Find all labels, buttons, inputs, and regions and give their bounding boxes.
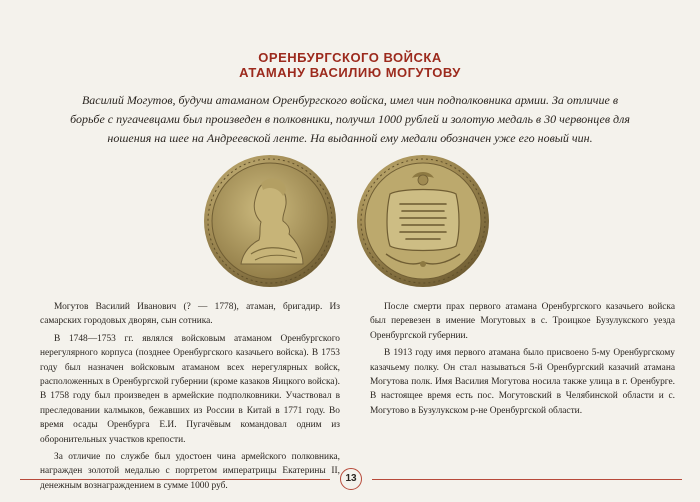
empress-portrait-medal-icon	[203, 154, 337, 288]
right-paragraph-2: В 1913 году имя первого атамана было присвоено 5-му Оренбургскому казачьему полку. Он стал называться 5-й Оренбургский казачий атамана Могутова полк. Имя Василия Могутова носила также улица в г. Оренбурге. В настоящее время есть пос. Могутовский в Челябинской области и с. Могутово в Бузулукском р-не Оренбургской области.	[370, 348, 675, 416]
page-number: 13	[340, 468, 362, 490]
intro-paragraph: Василий Могутов, будучи атаманом Оренбургского войска, имел чин подполковника армии. За отличие в борьбе с пугачевцами был произведен в полковники, получил 1000 рублей и золотую медаль в 30 червонцев для ношения на шее на Андреевской ленте. На выданной ему медали обозначен уже его новый чин.	[70, 93, 630, 145]
title-line-1: ОРЕНБУРГСКОГО ВОЙСКА	[258, 50, 442, 65]
right-paragraph-1: После смерти прах первого атамана Оренбургского казачьего войска был перевезен в имение Могутовых в с. Троицкое Бузулукского уезда Оренбургской губернии.	[370, 302, 675, 341]
title-line-2: АТАМАНУ ВАСИЛИЮ МОГУТОВУ	[239, 65, 461, 80]
right-text-column	[370, 298, 675, 421]
inscription-cartouche-medal-icon	[356, 154, 490, 288]
footer-rule-right	[372, 479, 682, 480]
left-paragraph-1: Могутов Василий Иванович (? — 1778), атаман, бригадир. Из самарских городовых дворян, сын сотника.	[40, 302, 340, 327]
page-title	[0, 50, 700, 80]
left-text-column	[40, 298, 340, 496]
left-paragraph-2: В 1748—1753 гг. являлся войсковым атаманом Оренбургского нерегулярного корпуса (позднее Оренбургского казачьего войска). В 1753 году был назначен войсковым атаманом всех нерегулярных войск, расположенных в Оренбургской губернии (кроме казаков Яицкого войска). В 1758 году был произведен в армейские подполковники. Участвовал в преследовании калмыков, бежавших из России в Китай в 1771 году. Во время осады Оренбурга Е.И. Пугачёвым командовал одним из оборонительных участков крепости.	[40, 333, 340, 445]
footer-rule-left	[20, 479, 330, 480]
left-paragraph-3: За отличие по службе был удостоен чина армейского полковника, награжден золотой медалью с портретом императрицы Екатерины II, денежным вознаграждением в сумме 1000 руб.	[40, 452, 340, 491]
